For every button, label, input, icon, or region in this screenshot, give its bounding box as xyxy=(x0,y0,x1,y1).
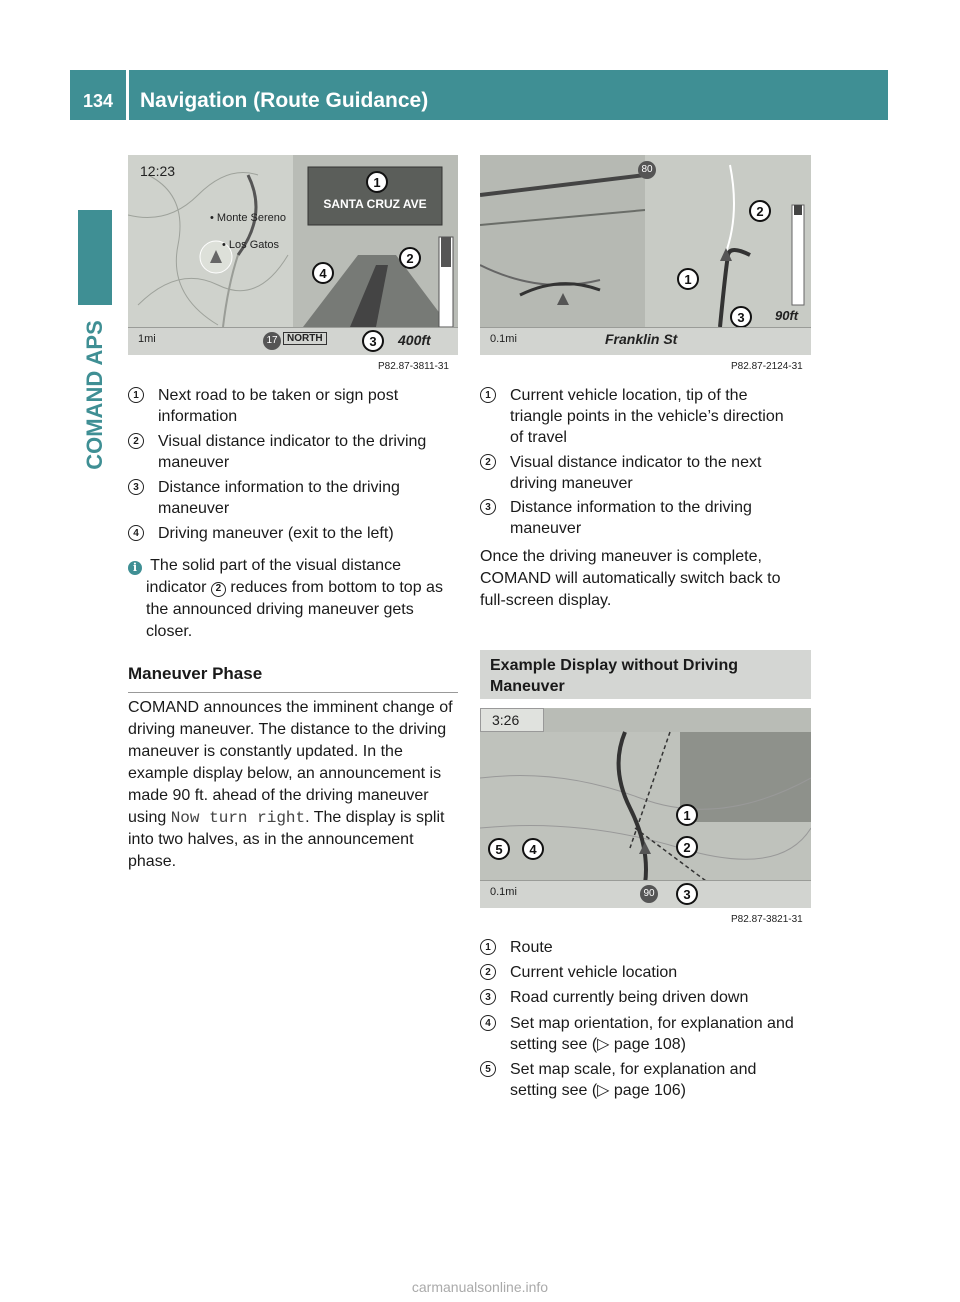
callout-marker: 4 xyxy=(522,838,544,860)
footer-watermark: carmanualsonline.info xyxy=(411,1279,549,1295)
side-tab xyxy=(78,210,112,305)
item-number: 3 xyxy=(128,479,144,495)
distance-text: 90ft xyxy=(775,308,799,323)
callout-marker: 3 xyxy=(676,883,698,905)
item-number: 1 xyxy=(480,387,496,403)
figure-code: P82.87-3821-31 xyxy=(731,914,803,925)
callout-marker: 1 xyxy=(676,804,698,826)
figure-maneuver-phase xyxy=(480,155,811,355)
page-number: 134 xyxy=(82,91,114,111)
figure-code: P82.87-2124-31 xyxy=(731,361,803,372)
item-number: 4 xyxy=(128,525,144,541)
side-label: COMAND APS xyxy=(82,320,107,470)
figure-announcement-phase xyxy=(128,155,458,355)
item-number: 1 xyxy=(128,387,144,403)
item-number: 2 xyxy=(480,454,496,470)
status-bar xyxy=(128,327,458,355)
callout-marker: 4 xyxy=(312,262,334,284)
callout-marker: 1 xyxy=(366,171,388,193)
figure-code: P82.87-3811-31 xyxy=(378,361,449,372)
item-number: 2 xyxy=(480,964,496,980)
callout-marker: 3 xyxy=(730,306,752,328)
callout-marker: 2 xyxy=(676,836,698,858)
place-label: • Monte Sereno xyxy=(210,212,287,224)
section-heading-box: Example Display without Driving Maneuver xyxy=(480,650,811,699)
page-title: Navigation (Route Guidance) xyxy=(140,89,429,112)
item-number: 3 xyxy=(480,989,496,1005)
scale-text: 1mi xyxy=(138,333,156,345)
scale-text: 0.1mi xyxy=(490,333,517,345)
callout-marker: 5 xyxy=(488,838,510,860)
header-separator xyxy=(126,70,129,120)
place-label: • Los Gatos xyxy=(222,239,280,251)
clock-text: 3:26 xyxy=(492,712,520,728)
status-bar xyxy=(480,327,811,355)
route-badge: 80 xyxy=(638,161,656,179)
callout-marker: 2 xyxy=(749,200,771,222)
callout-marker: 1 xyxy=(677,268,699,290)
item-number: 1 xyxy=(480,939,496,955)
route-badge: 90 xyxy=(640,885,658,903)
scale-text: 0.1mi xyxy=(490,886,517,898)
figure-example-display xyxy=(480,708,811,908)
item-number: 3 xyxy=(480,499,496,515)
info-icon: i xyxy=(128,561,142,575)
status-bar xyxy=(480,880,811,908)
street-sign: SANTA CRUZ AVE xyxy=(323,197,427,211)
info-note: i The solid part of the visual distance indicator 2 reduces from bottom to top as the announced driving maneuver gets closer. xyxy=(128,555,463,643)
callout-marker: 2 xyxy=(399,247,421,269)
item-number: 4 xyxy=(480,1015,496,1031)
maneuver-paragraph: COMAND announces the imminent change of driving maneuver. The distance to the driving maneuver is constantly updated. In the example display below, an announcement is made 90 ft. ahead of the driving maneuver using Now turn right. The display is split into two halves, as in the announcement phase. xyxy=(128,699,453,870)
item-number: 2 xyxy=(128,433,144,449)
distance-text: 400ft xyxy=(398,332,431,348)
section-heading: Maneuver Phase xyxy=(128,664,458,693)
switch-paragraph: Once the driving maneuver is complete, COMAND will automatically switch back to full-screen display. xyxy=(480,548,781,609)
direction-label: NORTH xyxy=(283,332,327,345)
callout-marker: 3 xyxy=(362,330,384,352)
route-badge: 17 xyxy=(263,332,281,350)
map-background xyxy=(480,155,811,355)
clock-text: 12:23 xyxy=(140,163,176,179)
item-number: 5 xyxy=(480,1061,496,1077)
map-background xyxy=(480,708,811,908)
street-name: Franklin St xyxy=(605,331,678,347)
